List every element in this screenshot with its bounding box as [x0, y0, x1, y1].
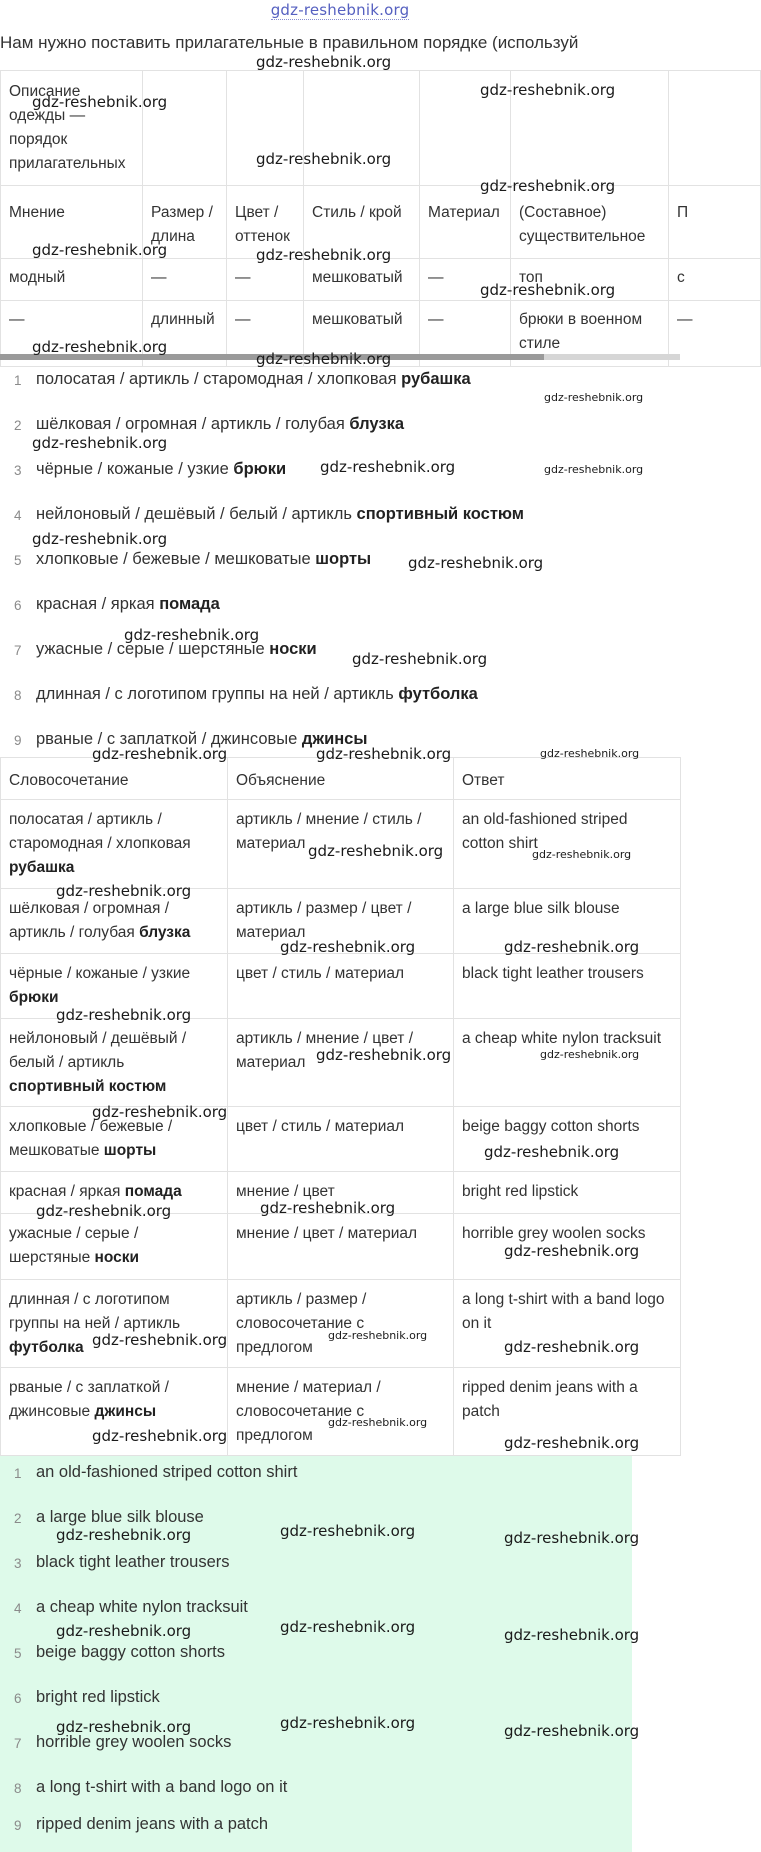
answer-item [0, 1808, 632, 1852]
item-text: нейлоновый / дешёвый / белый / артикль [36, 505, 357, 523]
table-cell: мешковатый [304, 259, 420, 301]
list-item [0, 633, 680, 677]
item-noun: джинсы [301, 730, 368, 748]
explanation-cell: цвет / стиль / материал [228, 954, 454, 1019]
table-cell: Стиль / крой [304, 186, 420, 259]
watermark: gdz-reshebnik.org [504, 938, 640, 956]
explanation-cell: мнение / цвет / материал [228, 1214, 454, 1280]
item-number: 2 [14, 418, 22, 433]
item-number: 9 [14, 733, 22, 748]
item-number: 3 [14, 463, 22, 478]
watermark: gdz-reshebnik.org [32, 93, 168, 111]
table-cell [143, 71, 227, 186]
watermark: gdz-reshebnik.org [540, 747, 640, 760]
item-number: 5 [14, 553, 22, 568]
watermark: gdz-reshebnik.org [56, 1526, 192, 1544]
watermark: gdz-reshebnik.org [484, 1143, 620, 1161]
watermark: gdz-reshebnik.org [504, 1626, 640, 1644]
table-cell [227, 71, 304, 186]
site-logo[interactable]: gdz-reshebnik.org [270, 1, 410, 19]
item-text: полосатая / артикль / старомодная / хлопковая [36, 370, 402, 388]
watermark: gdz-reshebnik.org [256, 246, 392, 264]
item-number: 4 [14, 1601, 22, 1616]
watermark: gdz-reshebnik.org [544, 463, 644, 476]
watermark: gdz-reshebnik.org [32, 434, 168, 452]
item-number: 5 [14, 1646, 22, 1661]
answer-cell: a cheap white nylon tracksuit [454, 1019, 681, 1107]
phrase-cell: нейлоновый / дешёвый / белый / артикль спортивный костюм [1, 1019, 228, 1107]
watermark: gdz-reshebnik.org [316, 745, 452, 763]
watermark: gdz-reshebnik.org [328, 1416, 428, 1429]
watermark: gdz-reshebnik.org [280, 1618, 416, 1636]
item-text: хлопковые / бежевые / мешковатые [36, 550, 316, 568]
explanation-cell: цвет / стиль / материал [228, 1107, 454, 1172]
watermark: gdz-reshebnik.org [280, 1714, 416, 1732]
phrase-cell: длинная / с логотипом группы на ней / артикль футболка [1, 1280, 228, 1368]
watermark: gdz-reshebnik.org [92, 745, 228, 763]
item-noun: блузка [349, 415, 405, 433]
item-noun: помада [159, 595, 220, 613]
answer-item [0, 1546, 632, 1590]
watermark: gdz-reshebnik.org [408, 554, 544, 572]
table-cell: — [227, 301, 304, 367]
watermark: gdz-reshebnik.org [32, 530, 168, 548]
item-number: 6 [14, 598, 22, 613]
answers-block [0, 1456, 632, 1852]
phrase-cell: рваные / с заплаткой / джинсовые джинсы [1, 1368, 228, 1456]
item-number: 3 [14, 1556, 22, 1571]
table-cell: — [669, 301, 761, 367]
explanation-cell: артикль / размер / цвет / материал [228, 889, 454, 954]
phrase-cell: ужасные / серые / шерстяные носки [1, 1214, 228, 1280]
answer-cell: bright red lipstick [454, 1172, 681, 1214]
watermark: gdz-reshebnik.org [56, 882, 192, 900]
watermark: gdz-reshebnik.org [36, 1202, 172, 1220]
table-cell: длинный [143, 301, 227, 367]
watermark: gdz-reshebnik.org [328, 1329, 428, 1342]
watermark: gdz-reshebnik.org [480, 177, 616, 195]
item-number: 2 [14, 1511, 22, 1526]
watermark: gdz-reshebnik.org [124, 626, 260, 644]
phrase-cell: хлопковые / бежевые / мешковатые шорты [1, 1107, 228, 1172]
answer-text: ripped denim jeans with a patch [36, 1815, 269, 1833]
explanation-cell: мнение / цвет [228, 1172, 454, 1214]
answer-text: black tight leather trousers [36, 1553, 230, 1571]
answer-cell: horrible grey woolen socks [454, 1214, 681, 1280]
answer-cell: beige baggy cotton shorts [454, 1107, 681, 1172]
list-item [0, 588, 680, 632]
table-cell: — [143, 259, 227, 301]
watermark: gdz-reshebnik.org [504, 1242, 640, 1260]
answer-text: horrible grey woolen socks [36, 1733, 232, 1751]
answer-cell: an old-fashioned striped cotton shirt [454, 800, 681, 889]
table-cell: мешковатый [304, 301, 420, 367]
item-noun: футболка [398, 685, 478, 703]
table-cell [669, 71, 761, 186]
answer-text: a large blue silk blouse [36, 1508, 204, 1526]
item-text: рваные / с заплаткой / джинсовые [36, 730, 302, 748]
item-noun: спортивный костюм [356, 505, 525, 523]
table-cell: (Составное) существительное [511, 186, 669, 259]
watermark: gdz-reshebnik.org [504, 1722, 640, 1740]
item-number: 1 [14, 373, 22, 388]
table-cell [304, 71, 420, 186]
list-item [0, 543, 680, 587]
item-number: 8 [14, 1781, 22, 1796]
watermark: gdz-reshebnik.org [308, 842, 444, 860]
explanation-cell: артикль / размер / словосочетание с предлогом [228, 1280, 454, 1368]
table-cell: Мнение [1, 186, 143, 259]
watermark: gdz-reshebnik.org [32, 241, 168, 259]
watermark: gdz-reshebnik.org [480, 281, 616, 299]
table-cell: брюки в военном стиле [511, 301, 669, 367]
phrase-cell: красная / яркая помада [1, 1172, 228, 1214]
table-cell: Размер / длина [143, 186, 227, 259]
table-cell: Цвет / оттенок [227, 186, 304, 259]
phrase-cell: чёрные / кожаные / узкие брюки [1, 954, 228, 1019]
explanation-cell: мнение / материал / словосочетание с предлогом [228, 1368, 454, 1456]
answer-text: bright red lipstick [36, 1688, 160, 1706]
item-noun: шорты [315, 550, 372, 568]
column-header: Ответ [454, 758, 681, 800]
item-text: красная / яркая [36, 595, 160, 613]
item-number: 6 [14, 1691, 22, 1706]
list-item [0, 678, 680, 722]
table-cell: — [420, 259, 511, 301]
answer-cell: black tight leather trousers [454, 954, 681, 1019]
watermark: gdz-reshebnik.org [504, 1338, 640, 1356]
item-number: 9 [14, 1818, 22, 1833]
watermark: gdz-reshebnik.org [480, 81, 616, 99]
table-row [1, 71, 761, 186]
table-cell: Описание одежды — порядок прилагательных [1, 71, 143, 186]
watermark: gdz-reshebnik.org [540, 1048, 640, 1061]
explanation-cell: артикль / мнение / стиль / материал [228, 800, 454, 889]
column-header: Объяснение [228, 758, 454, 800]
answer-text: a cheap white nylon tracksuit [36, 1598, 248, 1616]
explanation-cell: артикль / мнение / цвет / материал [228, 1019, 454, 1107]
answer-cell: a long t-shirt with a band logo on it [454, 1280, 681, 1368]
answer-text: beige baggy cotton shorts [36, 1643, 225, 1661]
table-header-row [1, 758, 681, 800]
adjective-order-table [0, 70, 693, 353]
table-cell: П [669, 186, 761, 259]
table-cell: — [1, 301, 143, 367]
answer-item [0, 1456, 632, 1500]
table-cell: топ [511, 259, 669, 301]
answer-cell: a large blue silk blouse [454, 889, 681, 954]
watermark: gdz-reshebnik.org [532, 848, 632, 861]
answer-text: an old-fashioned striped cotton shirt [36, 1463, 298, 1481]
watermark: gdz-reshebnik.org [316, 1046, 452, 1064]
watermark: gdz-reshebnik.org [56, 1718, 192, 1736]
watermark: gdz-reshebnik.org [280, 1522, 416, 1540]
phrase-cell: шёлковая / огромная / артикль / голубая блузка [1, 889, 228, 954]
watermark: gdz-reshebnik.org [92, 1103, 228, 1121]
item-text: чёрные / кожаные / узкие [36, 460, 234, 478]
answer-text: a long t-shirt with a band logo on it [36, 1778, 288, 1796]
item-number: 4 [14, 508, 22, 523]
watermark: gdz-reshebnik.org [256, 350, 392, 368]
answer-cell: ripped denim jeans with a patch [454, 1368, 681, 1456]
table-cell: с [669, 259, 761, 301]
item-number: 8 [14, 688, 22, 703]
watermark: gdz-reshebnik.org [56, 1622, 192, 1640]
item-number: 1 [14, 1466, 22, 1481]
intro-text: Нам нужно поставить прилагательные в правильном порядке (используй [0, 33, 579, 52]
item-number: 7 [14, 1736, 22, 1751]
watermark: gdz-reshebnik.org [280, 938, 416, 956]
watermark: gdz-reshebnik.org [260, 1199, 396, 1217]
watermark: gdz-reshebnik.org [256, 53, 392, 71]
table-cell: — [420, 301, 511, 367]
watermark: gdz-reshebnik.org [320, 458, 456, 476]
item-noun: рубашка [401, 370, 471, 388]
column-header: Словосочетание [1, 758, 228, 800]
item-text: длинная / с логотипом группы на ней / артикль [36, 685, 399, 703]
watermark: gdz-reshebnik.org [92, 1427, 228, 1445]
item-text: шёлковая / огромная / артикль / голубая [36, 415, 350, 433]
watermark: gdz-reshebnik.org [256, 150, 392, 168]
table-cell: Материал [420, 186, 511, 259]
item-text: ужасные / серые / шерстяные [36, 640, 270, 658]
table-row [1, 259, 761, 301]
watermark: gdz-reshebnik.org [352, 650, 488, 668]
table-cell: модный [1, 259, 143, 301]
watermark: gdz-reshebnik.org [504, 1529, 640, 1547]
phrase-cell: полосатая / артикль / старомодная / хлопковая рубашка [1, 800, 228, 889]
item-noun: брюки [233, 460, 287, 478]
watermark: gdz-reshebnik.org [92, 1331, 228, 1349]
table-cell: — [227, 259, 304, 301]
watermark: gdz-reshebnik.org [544, 391, 644, 404]
item-number: 7 [14, 643, 22, 658]
watermark: gdz-reshebnik.org [32, 338, 168, 356]
watermark: gdz-reshebnik.org [56, 1006, 192, 1024]
item-noun: носки [269, 640, 317, 658]
watermark: gdz-reshebnik.org [504, 1434, 640, 1452]
